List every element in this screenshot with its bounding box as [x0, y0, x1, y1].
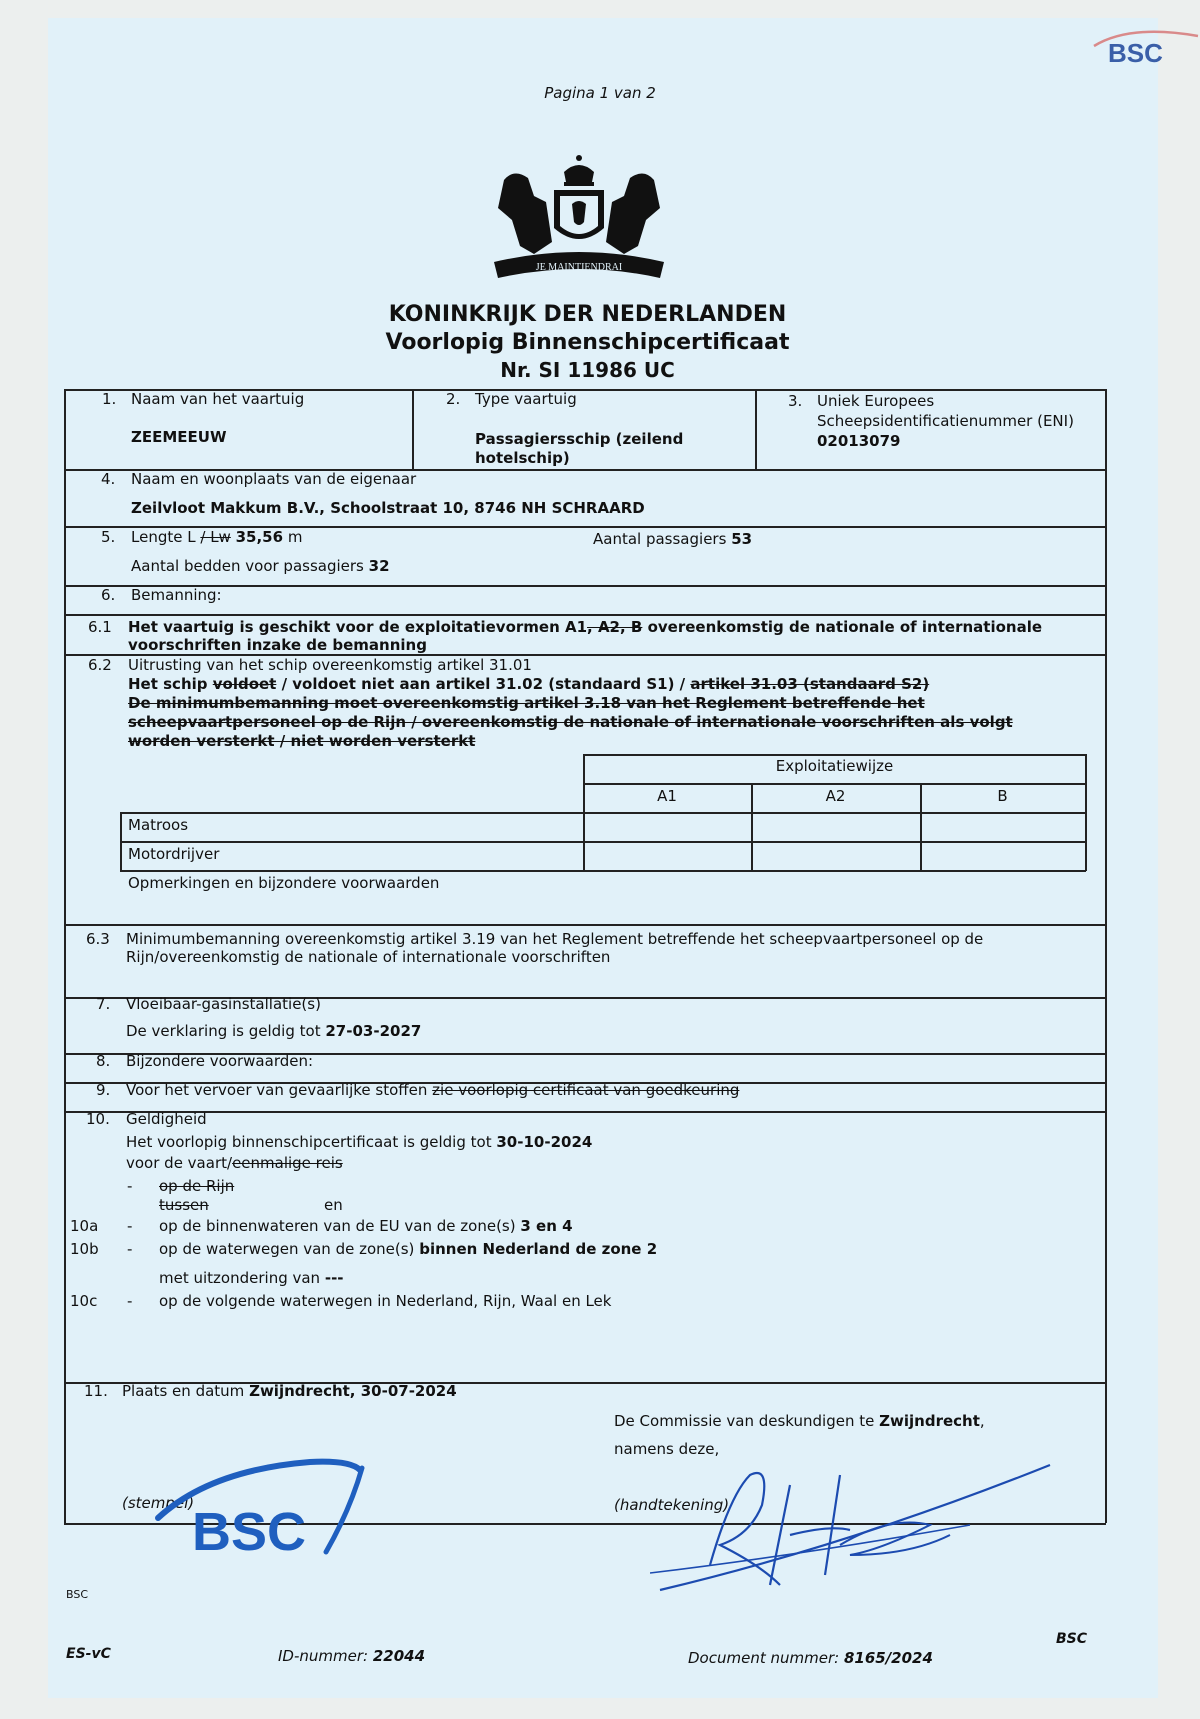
except-value: ---: [324, 1269, 344, 1287]
lpg-valid-line: [126, 1022, 421, 1040]
sec7-num: 7.: [96, 995, 111, 1013]
except-label: met uitzondering van: [159, 1269, 321, 1287]
sec10a-num: 10a: [70, 1217, 99, 1235]
page-number: Pagina 1 van 2: [544, 84, 656, 102]
dash-rijn: -: [127, 1177, 133, 1195]
bsc-stamp-icon: [150, 1440, 370, 1560]
sec10b-text: op de waterwegen van de zone(s): [159, 1240, 415, 1258]
sec6-label: Bemanning:: [131, 586, 222, 604]
form-border-left: [64, 389, 66, 1523]
vessel-name: ZEEMEEUW: [131, 428, 227, 446]
crew-table-bottom: [120, 870, 1086, 872]
sec62-line2-struck2: artikel 31.03 (standaard S2): [690, 675, 930, 693]
row-motordrijver: Motordrijver: [128, 845, 220, 863]
vessel-type-1: Passagiersschip (zeilend: [475, 430, 684, 448]
col-b: B: [997, 787, 1008, 805]
sec10-num: 10.: [86, 1110, 110, 1128]
length-unit: m: [287, 528, 303, 546]
vessel-type-2: hotelschip): [475, 449, 570, 467]
row-matroos: Matroos: [128, 816, 189, 834]
crew-table-left: [120, 812, 122, 871]
sec11-num: 11.: [84, 1382, 108, 1400]
sec3-label-1: Uniek Europees: [817, 392, 935, 410]
sec61-num: 6.1: [88, 618, 112, 636]
sec3-num: 3.: [788, 392, 803, 410]
vaart-text: voor de vaart/: [126, 1154, 233, 1172]
length-line: [131, 528, 302, 546]
length-prefix: Lengte L: [131, 528, 196, 546]
rijn-struck: op de Rijn: [159, 1177, 235, 1195]
crew-table-top: [583, 754, 1086, 756]
sec62-struck-line1: De minimumbemanning moet overeenkomstig artikel 3.18 van het Reglement betreffende het: [128, 694, 925, 712]
validity-date: 30-10-2024: [496, 1133, 593, 1151]
sec10a-value: 3 en 4: [520, 1217, 573, 1235]
sec10b-dash: -: [127, 1240, 133, 1258]
except-line: [159, 1269, 344, 1287]
sec63-line1: Minimumbemanning overeenkomstig artikel 3.19 van het Reglement betreffende het scheepvaartpersoneel op de: [126, 930, 984, 948]
en-text: en: [324, 1196, 343, 1214]
sec61-text-b: overeenkomstig de nationale of internationale: [642, 618, 1043, 636]
passengers-line: [593, 530, 752, 548]
sec9-num: 9.: [96, 1081, 111, 1099]
sec10c-text: op de volgende waterwegen in Nederland, Rijn, Waal en Lek: [159, 1292, 612, 1310]
sec10b-num: 10b: [70, 1240, 99, 1258]
sec9-line: [126, 1081, 739, 1099]
lpg-valid-label: De verklaring is geldig tot: [126, 1022, 321, 1040]
vaart-line: [126, 1154, 343, 1172]
sec62-struck-line2: scheepvaartpersoneel op de Rijn / overeenkomstig de nationale of internationale voorschriften als volgt: [128, 713, 1013, 731]
tussen-struck: [159, 1196, 342, 1214]
footer-id: [278, 1647, 425, 1665]
rule-after-6: [64, 614, 1106, 616]
rule-v-2-3: [755, 389, 757, 469]
length-struck: / Lw: [200, 528, 231, 546]
footer-id-value: 22044: [372, 1647, 426, 1665]
sec61-text-a: Het vaartuig is geschikt voor de exploitatievormen A1: [128, 618, 588, 636]
sec10-label: Geldigheid: [126, 1110, 207, 1128]
sec8-num: 8.: [96, 1052, 111, 1070]
crew-table-row2-rule: [120, 841, 1086, 843]
sec62-label: Uitrusting van het schip overeenkomstig artikel 31.01: [128, 656, 532, 674]
rule-after-62: [64, 924, 1106, 926]
footer-id-label: ID-nummer:: [278, 1647, 369, 1665]
sec3-label-2: Scheepsidentificatienummer (ENI): [817, 412, 1074, 430]
sec62-line2-a: Het schip: [128, 675, 213, 693]
commission-namens: namens deze,: [614, 1440, 720, 1458]
place-date-label: Plaats en datum: [122, 1382, 245, 1400]
sec1-num: 1.: [102, 390, 117, 408]
sec10b-line: [159, 1240, 657, 1258]
sec4-num: 4.: [101, 470, 116, 488]
footer-form-code: ES-vC: [66, 1646, 111, 1662]
form-border-right: [1105, 389, 1107, 1523]
sec6-num: 6.: [101, 586, 116, 604]
stamp-text: BSC: [192, 1502, 307, 1560]
crest-motto: JE MAINTIENDRAI: [535, 262, 623, 273]
length-value: 35,56: [235, 528, 284, 546]
validity-label: Het voorlopig binnenschipcertificaat is geldig tot: [126, 1133, 492, 1151]
title-kingdom: KONINKRIJK DER NEDERLANDEN: [388, 302, 787, 327]
sec2-num: 2.: [446, 390, 461, 408]
sec10c-dash: -: [127, 1292, 133, 1310]
place-date-value: Zwijndrecht, 30-07-2024: [249, 1382, 457, 1400]
owner-value: Zeilvloot Makkum B.V., Schoolstraat 10, 8746 NH SCHRAARD: [131, 499, 645, 517]
vaart-struck: eenmalige reis: [232, 1154, 343, 1172]
sec10a-text: op de binnenwateren van de EU van de zone(s): [159, 1217, 516, 1235]
lpg-valid-date: 27-03-2027: [325, 1022, 422, 1040]
sec5-num: 5.: [101, 528, 116, 546]
sec9-label: Voor het vervoer van gevaarlijke stoffen: [126, 1081, 428, 1099]
commission-label: De Commissie van deskundigen te: [614, 1412, 875, 1430]
sec62-line2: [128, 675, 929, 693]
sec2-label: Type vaartuig: [475, 390, 577, 408]
sec10b-value: binnen Nederland de zone 2: [419, 1240, 658, 1258]
footer-doc-label: Document nummer:: [688, 1649, 840, 1667]
sec61-line2: voorschriften inzake de bemanning: [128, 636, 427, 654]
bsc-corner-logo: [1090, 28, 1200, 68]
sec10c-num: 10c: [70, 1292, 98, 1310]
col-a2: A2: [825, 787, 846, 805]
passengers-label: Aantal passagiers: [593, 530, 727, 548]
coat-of-arms-icon: [484, 150, 674, 290]
commission-city: Zwijndrecht: [879, 1412, 980, 1430]
tussen-text: tussen: [159, 1196, 209, 1214]
sec4-label: Naam en woonplaats van de eigenaar: [131, 470, 417, 488]
footer-doc: [688, 1649, 933, 1667]
sec62-struck-line3: worden versterkt / niet worden versterkt: [128, 732, 476, 750]
sec61-struck: , A2, B: [587, 618, 643, 636]
sec10a-dash: -: [127, 1217, 133, 1235]
col-a1: A1: [657, 787, 677, 805]
beds-line: [131, 557, 390, 575]
rule-v-1-2: [412, 389, 414, 469]
footer-bsc-small: BSC: [66, 1588, 89, 1601]
sec61-line1: [128, 618, 1042, 636]
stamp-label: (stempel): [122, 1494, 195, 1512]
footer-doc-value: 8165/2024: [843, 1649, 933, 1667]
sec8-label: Bijzondere voorwaarden:: [126, 1052, 314, 1070]
footer-bsc-right: BSC: [1056, 1631, 1088, 1647]
sec62-line2-b: / voldoet niet aan artikel 31.02 (standaard S1) /: [276, 675, 691, 693]
validity-line: [126, 1133, 592, 1151]
sec62-num: 6.2: [88, 656, 112, 674]
beds-value: 32: [368, 557, 390, 575]
sec10a-line: [159, 1217, 573, 1235]
sec7-label: Vloeibaar-gasinstallatie(s): [126, 995, 321, 1013]
title-certificate: Voorlopig Binnenschipcertificaat: [385, 330, 790, 355]
signature-label: (handtekening): [614, 1496, 730, 1514]
crew-table-header-rule: [583, 783, 1086, 785]
bsc-corner-text: BSC: [1108, 38, 1163, 68]
crew-table-header: Exploitatiewijze: [775, 757, 894, 775]
commission-line: De Commissie van deskundigen te Zwijndrecht,: [614, 1412, 985, 1430]
signature-icon: [650, 1455, 1060, 1605]
beds-label: Aantal bedden voor passagiers: [131, 557, 364, 575]
rule-after-9: [64, 1111, 1106, 1113]
sec62-line2-struck1: voldoet: [212, 675, 277, 693]
place-date-line: [122, 1382, 457, 1400]
sec63-num: 6.3: [86, 930, 110, 948]
passengers-value: 53: [731, 530, 753, 548]
sec1-label: Naam van het vaartuig: [131, 390, 305, 408]
crew-table-row1-rule: [120, 812, 1086, 814]
remarks-label: Opmerkingen en bijzondere voorwaarden: [128, 874, 440, 892]
sec9-struck: zie voorlopig certificaat van goedkeuring: [432, 1081, 740, 1099]
sec63-line2: Rijn/overeenkomstig de nationale of internationale voorschriften: [126, 948, 611, 966]
eni-number: 02013079: [817, 432, 901, 450]
title-number: Nr. SI 11986 UC: [500, 358, 675, 382]
